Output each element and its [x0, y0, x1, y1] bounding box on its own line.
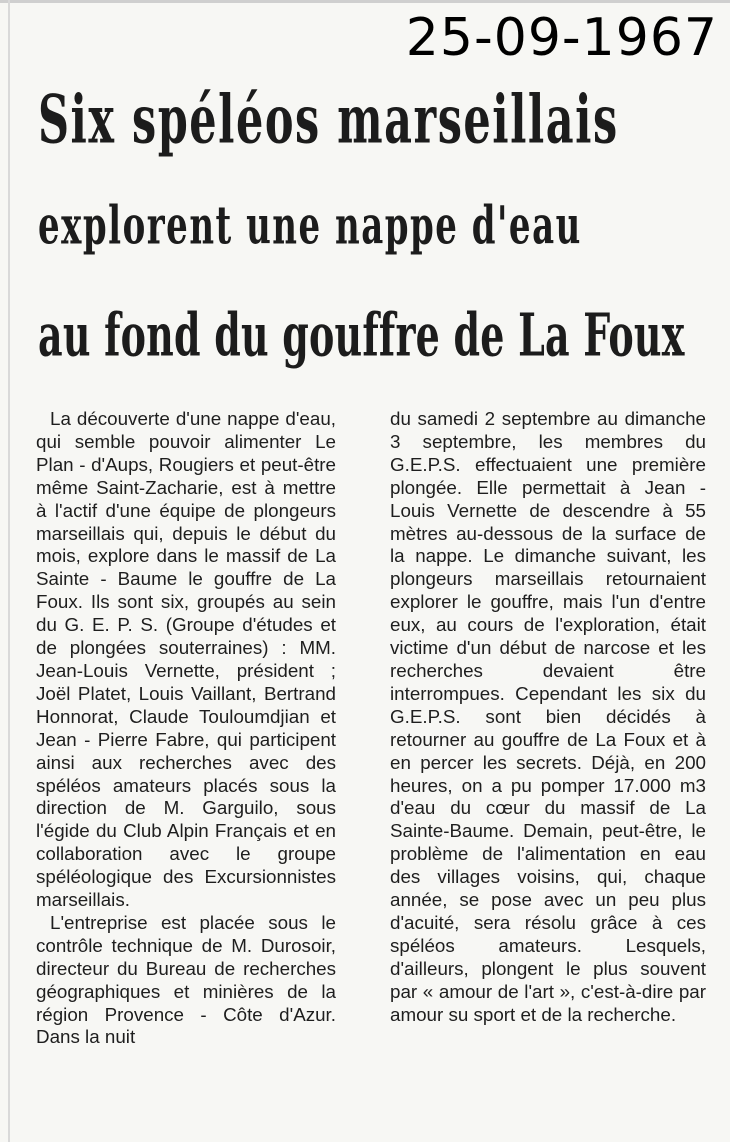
article-paragraph: La découverte d'une nappe d'eau, qui semble pouvoir alimenter Le Plan - d'Aups, Rougiers et peut-être même Saint-Zacharie, est à mettre à l'actif d'une équipe de plongeurs marseillais qui, depuis le début du mois, explore dans le massif de La Sainte - Baume le gouffre de La Foux. Ils sont six, groupés au sein du G. E. P. S. (Groupe d'études et de plongées souterraines) : MM. Jean-Louis Vernette, président ; Joël Platet, Louis Vaillant, Bertrand Honnorat, Claude Touloumdjian et Jean - Pierre Fabre, qui participent ainsi aux recherches avec des spéléos amateurs placés sous la direction de M. Garguilo, sous l'égide du Club Alpin Français et en collaboration avec le groupe spéléologique des Excursionnistes marseillais.	[36, 408, 336, 911]
article-column-left	[36, 408, 336, 1049]
article-column-right	[390, 408, 706, 1026]
article-paragraph: L'entreprise est placée sous le contrôle technique de M. Durosoir, directeur du Bureau de recherches géographiques et minières de la région Provence - Côte d'Azur. Dans la nuit	[36, 911, 336, 1048]
scan-edge-left	[8, 0, 10, 1142]
clipping-date: 25-09-1967	[405, 8, 718, 68]
headline-line-3: au fond du gouffre de La Foux	[38, 299, 685, 370]
headline-line-1: Six spéléos marseillais	[38, 81, 619, 160]
scan-edge-top	[0, 0, 730, 3]
headline-line-2: explorent une nappe d'eau	[38, 195, 582, 258]
article-paragraph: du samedi 2 septembre au dimanche 3 septembre, les membres du G.E.P.S. effectuaient une première plongée. Elle permettait à Jean - Louis Vernette de descendre à 55 mètres au-dessous de la surface de la nappe. Le dimanche suivant, les plongeurs marseillais retournaient explorer le gouffre, mais l'un d'entre eux, au cours de l'exploration, était victime d'un début de narcose et les recherches devaient être interrompues. Cependant les six du G.E.P.S. sont bien décidés à retourner au gouffre de La Foux et à en percer les secrets. Déjà, en 200 heures, on a pu pomper 17.000 m3 d'eau du cœur du massif de La Sainte-Baume. Demain, peut-être, le problème de l'alimentation en eau des villages voisins, qui, chaque année, se pose avec un peu plus d'acuité, sera résolu grâce à ces spéléos amateurs. Lesquels, d'ailleurs, plongent le plus souvent par « amour de l'art », c'est-à-dire par amour su sport et de la recherche.	[390, 408, 706, 1025]
